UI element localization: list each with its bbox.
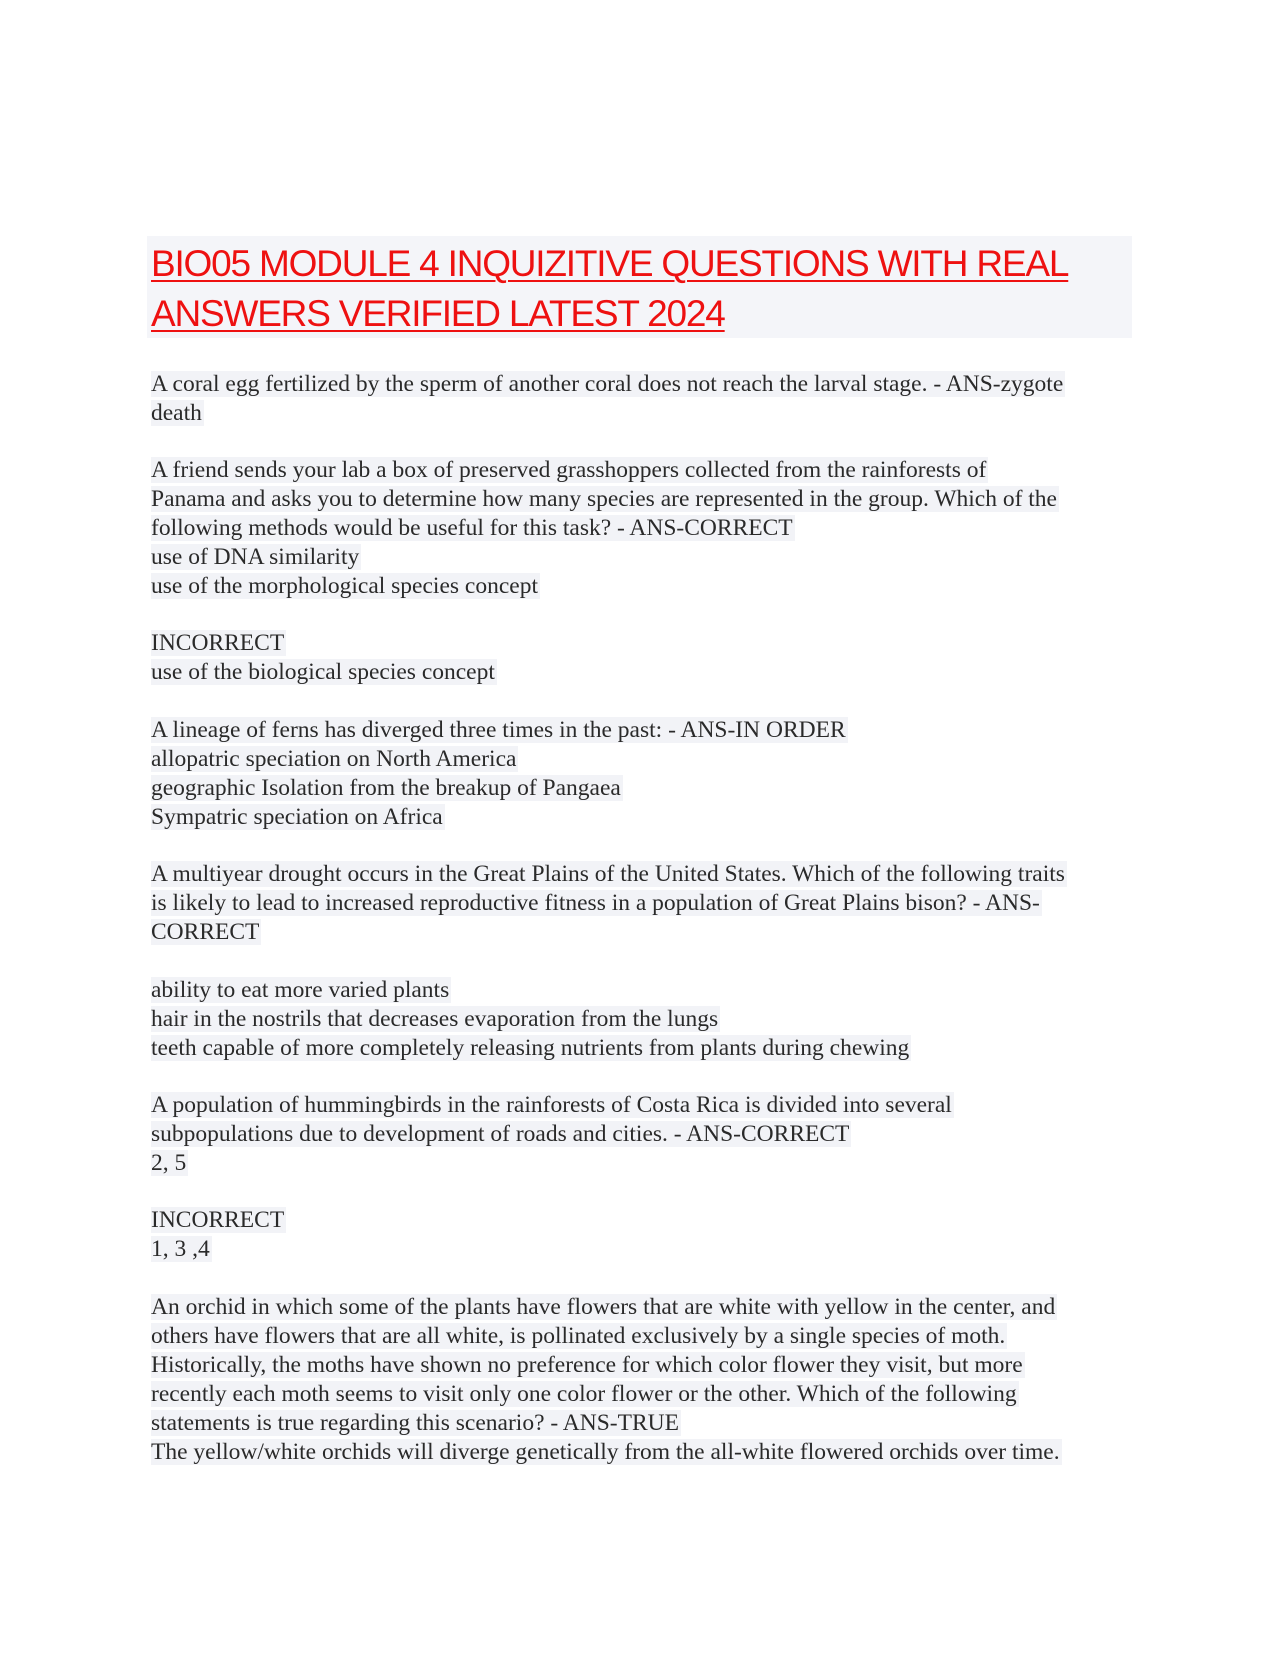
text-line: Historically, the moths have shown no preference for which color flower they visit, but more (151, 1352, 1023, 1378)
text-line: hair in the nostrils that decreases evaporation from the lungs (151, 1006, 719, 1032)
text-line: following methods would be useful for this task? - ANS-CORRECT (151, 515, 793, 541)
text-line: teeth capable of more completely releasing nutrients from plants during chewing (151, 1035, 910, 1061)
text-line: allopatric speciation on North America (151, 746, 517, 772)
text-line: others have flowers that are all white, is pollinated exclusively by a single species of moth. (151, 1323, 1006, 1349)
text-line: geographic Isolation from the breakup of Pangaea (151, 775, 621, 801)
text-line: A multiyear drought occurs in the Great Plains of the United States. Which of the following traits (151, 861, 1065, 887)
text-line: A lineage of ferns has diverged three times in the past: - ANS-IN ORDER (151, 717, 846, 743)
document-title-line-1: BIO05 MODULE 4 INQUIZITIVE QUESTIONS WITH REAL (151, 243, 1069, 284)
text-line: 1, 3 ,4 (151, 1236, 210, 1262)
text-line: use of the biological species concept (151, 659, 495, 685)
text-line: use of the morphological species concept (151, 573, 538, 599)
text-line: An orchid in which some of the plants have flowers that are white with yellow in the center, and (151, 1294, 1056, 1320)
text-line: subpopulations due to development of roads and cities. - ANS-CORRECT (151, 1121, 850, 1147)
text-line: CORRECT (151, 919, 260, 945)
text-line: is likely to lead to increased reproductive fitness in a population of Great Plains bison? - ANS- (151, 890, 1040, 916)
text-line: A friend sends your lab a box of preserved grasshoppers collected from the rainforests of (151, 457, 987, 483)
text-line: 2, 5 (151, 1150, 187, 1176)
text-line: Panama and asks you to determine how many species are represented in the group. Which of the (151, 486, 1057, 512)
text-line: ability to eat more varied plants (151, 977, 450, 1003)
text-line: death (151, 400, 202, 426)
text-line: statements is true regarding this scenario? - ANS-TRUE (151, 1410, 679, 1436)
text-line: INCORRECT (151, 1207, 285, 1233)
text-line: A population of hummingbirds in the rainforests of Costa Rica is divided into several (151, 1092, 952, 1118)
document-title-line-2: ANSWERS VERIFIED LATEST 2024 (151, 293, 725, 334)
text-line: The yellow/white orchids will diverge genetically from the all-white flowered orchids over time. (151, 1439, 1060, 1465)
text-line: A coral egg fertilized by the sperm of another coral does not reach the larval stage. - ANS-zygote (151, 371, 1064, 397)
text-line: Sympatric speciation on Africa (151, 804, 443, 830)
text-line: INCORRECT (151, 630, 285, 656)
text-line: recently each moth seems to visit only one color flower or the other. Which of the following (151, 1381, 1017, 1407)
text-line: use of DNA similarity (151, 544, 360, 570)
